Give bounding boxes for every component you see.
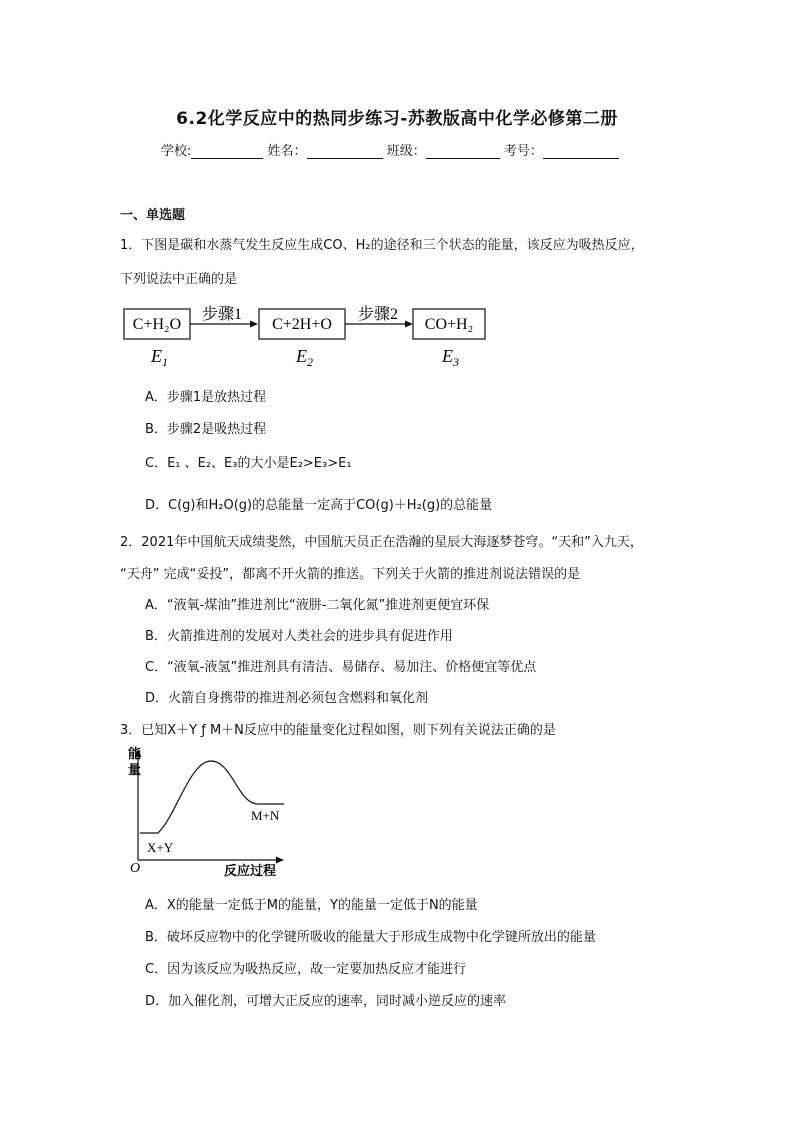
section-title: 一、单选题 (120, 208, 186, 223)
step1-arrow-head (250, 321, 258, 328)
q2-option-a[interactable]: A．“液氧-煤油”推进剂比“液肼-二氧化氮”推进剂更便宜环保 (145, 598, 490, 613)
class-label: 班级： (386, 144, 426, 159)
product-label: M+N (251, 808, 280, 823)
q1-reaction-path-diagram (118, 298, 498, 370)
page-title: 6.2化学反应中的热同步练习-苏教版高中化学必修第二册 (176, 109, 618, 129)
q2-option-c[interactable]: C．“液氧-液氢”推进剂具有清洁、易储存、易加注、价格便宜等优点 (145, 660, 537, 675)
q3-option-c[interactable]: C．因为该反应为吸热反应，故一定要加热反应才能进行 (145, 962, 467, 977)
q3-line1: 3．已知X＋Y ƒ M＋N反应中的能量变化过程如图，则下列有关说法正确的是 (120, 723, 556, 738)
name-blank[interactable] (307, 145, 383, 159)
q1-option-d[interactable]: D．C(g)和H₂O(g)的总能量一定高于CO(g)＋H₂(g)的总能量 (145, 498, 493, 513)
state3-label: CO+H₂ (424, 316, 474, 333)
x-label: 反应过程 (224, 863, 277, 878)
exam-no-label: 考号： (503, 144, 543, 159)
name-label: 姓名： (267, 144, 307, 159)
energy-e3: $E_3$ (442, 346, 459, 369)
school-label: 学校: (161, 144, 192, 159)
state1-label: C+H₂O (132, 316, 182, 333)
step1-label: 步骤1 (201, 306, 243, 323)
q1-option-b[interactable]: B．步骤2是吸热过程 (145, 422, 267, 437)
q2-option-b[interactable]: B．火箭推进剂的发展对人类社会的进步具有促进作用 (145, 629, 453, 644)
q1-line1: 1．下图是碳和水蒸气发生反应生成CO、H₂的途径和三个状态的能量，该反应为吸热反应， (120, 238, 644, 253)
school-blank[interactable] (191, 145, 263, 159)
class-blank[interactable] (426, 145, 500, 159)
energy-e2: $E_2$ (296, 346, 313, 369)
reactant-label: X+Y (147, 840, 174, 855)
state2-label: C+2H+O (272, 316, 332, 333)
q1-option-a[interactable]: A．步骤1是放热过程 (145, 390, 267, 405)
y-label-line2: 量 (128, 762, 142, 777)
student-info-line (161, 140, 619, 159)
origin-label: O (130, 861, 141, 876)
y-label-line1: 能 (128, 746, 142, 761)
step2-arrow-head (405, 321, 413, 328)
q1-option-c[interactable]: C．E₁ 、E₂、E₃的大小是E₂>E₃>E₁ (145, 456, 352, 471)
exam-no-blank[interactable] (543, 145, 619, 159)
q2-option-d[interactable]: D．火箭自身携带的推进剂必须包含燃料和氧化剂 (145, 691, 429, 706)
step2-label: 步骤2 (357, 306, 399, 323)
x-axis-arrow (276, 857, 284, 864)
q3-energy-profile-graph (118, 744, 298, 880)
q3-option-a[interactable]: A．X的能量一定低于M的能量，Y的能量一定低于N的能量 (145, 898, 478, 913)
q1-line2: 下列说法中正确的是 (120, 272, 238, 287)
energy-e1: $E_1$ (151, 346, 168, 369)
q2-line1: 2．2021年中国航天成绩斐然，中国航天员正在浩瀚的星辰大海逐梦苍穹。“天和”入九天， (120, 535, 643, 550)
q3-option-b[interactable]: B．破坏反应物中的化学键所吸收的能量大于形成生成物中化学键所放出的能量 (145, 930, 596, 945)
q3-option-d[interactable]: D．加入催化剂，可增大正反应的速率，同时减小逆反应的速率 (145, 994, 507, 1009)
q2-line2: “天舟” 完成“妥投”，都离不开火箭的推送。下列关于火箭的推进剂说法错误的是 (120, 567, 581, 582)
